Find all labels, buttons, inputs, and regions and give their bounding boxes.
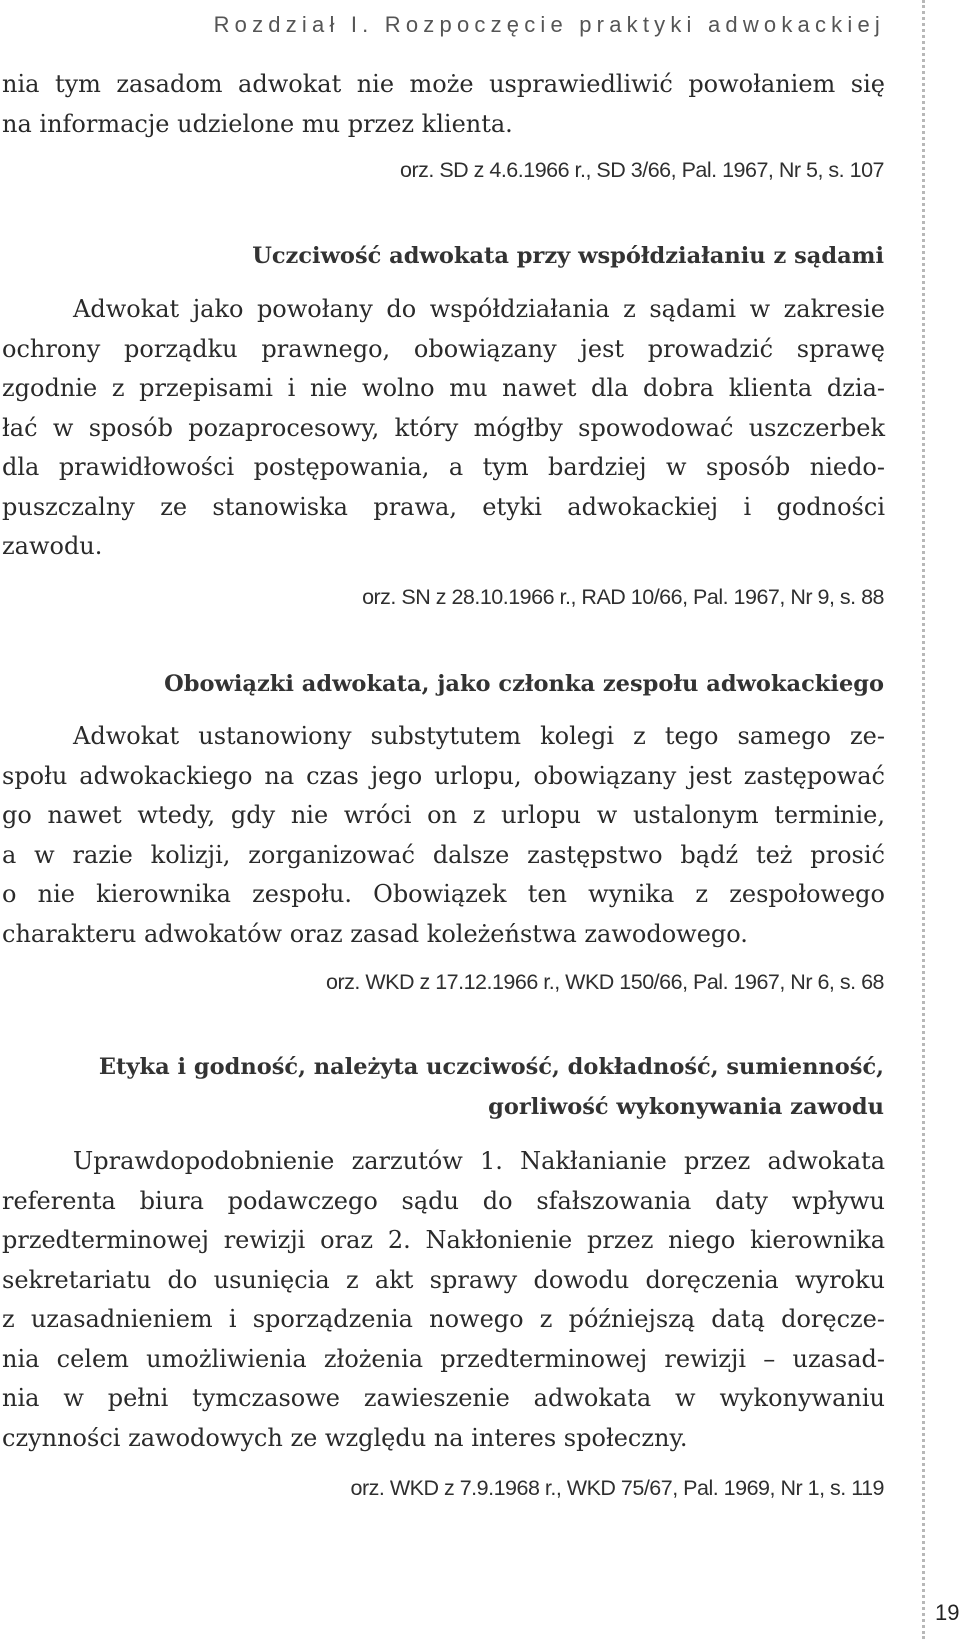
text-line: nia w pełni tymczasowe zawieszenie adwokata w wykonywaniu: [2, 1384, 885, 1412]
text-line: puszczalny ze stanowiska prawa, etyki adwokackiej i godności: [2, 492, 885, 521]
text-line: go nawet wtedy, gdy nie wróci on z urlopu w ustalonym terminie,: [2, 801, 885, 829]
text-line: dla prawidłowości postępowania, a tym bardziej w sposób niedo-: [2, 453, 885, 481]
text-line: charakteru adwokatów oraz zasad koleżeństwa zawodowego.: [2, 919, 748, 948]
intro-paragraph: [2, 65, 885, 144]
text-line: społu adwokackiego na czas jego urlopu, obowiązany jest zastępować: [2, 761, 885, 790]
heading-line: Uczciwość adwokata przy współdziałaniu z sądami: [252, 243, 884, 269]
text-line: referenta biura podawczego sądu do sfałszowania daty wpływu: [2, 1186, 885, 1215]
text-line: zgodnie z przepisami i nie wolno mu nawet dla dobra klienta dzia-: [2, 374, 885, 402]
text-line: przedterminowej rewizji oraz 2. Nakłonienie przez niego kierownika: [2, 1226, 885, 1254]
text-line: Adwokat ustanowiony substytutem kolegi z tego samego ze-: [73, 722, 885, 750]
citation: orz. WKD z 7.9.1968 r., WKD 75/67, Pal. 1969, Nr 1, s. 119: [350, 1476, 884, 1500]
heading-line: Obowiązki adwokata, jako członka zespołu adwokackiego: [164, 671, 884, 697]
page-number: 19: [935, 1600, 960, 1625]
text-line: nia tym zasadom adwokat nie może usprawiedliwić powołaniem się: [2, 70, 885, 98]
citation: orz. SD z 4.6.1966 r., SD 3/66, Pal. 1967, Nr 5, s. 107: [400, 158, 884, 182]
heading-line: Etyka i godność, należyta uczciwość, dokładność, sumienność,: [98, 1054, 884, 1080]
section-paragraph: [2, 1142, 885, 1458]
text-line: na informacje udzielone mu przez klienta.: [2, 109, 513, 138]
citation: orz. WKD z 17.12.1966 r., WKD 150/66, Pal. 1967, Nr 6, s. 68: [326, 970, 884, 994]
heading-line: gorliwość wykonywania zawodu: [488, 1094, 884, 1120]
text-line: zawodu.: [2, 532, 103, 560]
section-heading: [99, 1047, 884, 1127]
margin-dotted-rule: [922, 0, 925, 1639]
text-line: łać w sposób pozaprocesowy, który mógłby spowodować uszczerbek: [2, 413, 885, 442]
section-heading: [164, 664, 884, 704]
text-line: sekretariatu do usunięcia z akt sprawy dowodu doręczenia wyroku: [2, 1265, 885, 1294]
text-line: Uprawdopodobnienie zarzutów 1. Nakłanianie przez adwokata: [73, 1147, 885, 1175]
text-line: z uzasadnieniem i sporządzenia nowego z późniejszą datą doręcze-: [2, 1305, 885, 1333]
text-line: Adwokat jako powołany do współdziałania z sądami w zakresie: [73, 295, 885, 323]
section-heading: [252, 236, 884, 276]
text-line: nia celem umożliwienia złożenia przedterminowej rewizji – uzasad-: [2, 1344, 885, 1373]
citation: orz. SN z 28.10.1966 r., RAD 10/66, Pal. 1967, Nr 9, s. 88: [362, 585, 884, 609]
text-line: o nie kierownika zespołu. Obowiązek ten wynika z zespołowego: [2, 880, 885, 908]
text-line: ochrony porządku prawnego, obowiązany jest prowadzić sprawę: [2, 334, 885, 363]
text-line: czynności zawodowych ze względu na interes społeczny.: [2, 1423, 688, 1452]
text-line: a w razie kolizji, zorganizować dalsze zastępstwo bądź też prosić: [2, 840, 885, 869]
section-paragraph: [2, 290, 885, 567]
running-head: Rozdział I. Rozpoczęcie praktyki adwokackiej: [213, 12, 885, 37]
section-paragraph: [2, 717, 885, 954]
